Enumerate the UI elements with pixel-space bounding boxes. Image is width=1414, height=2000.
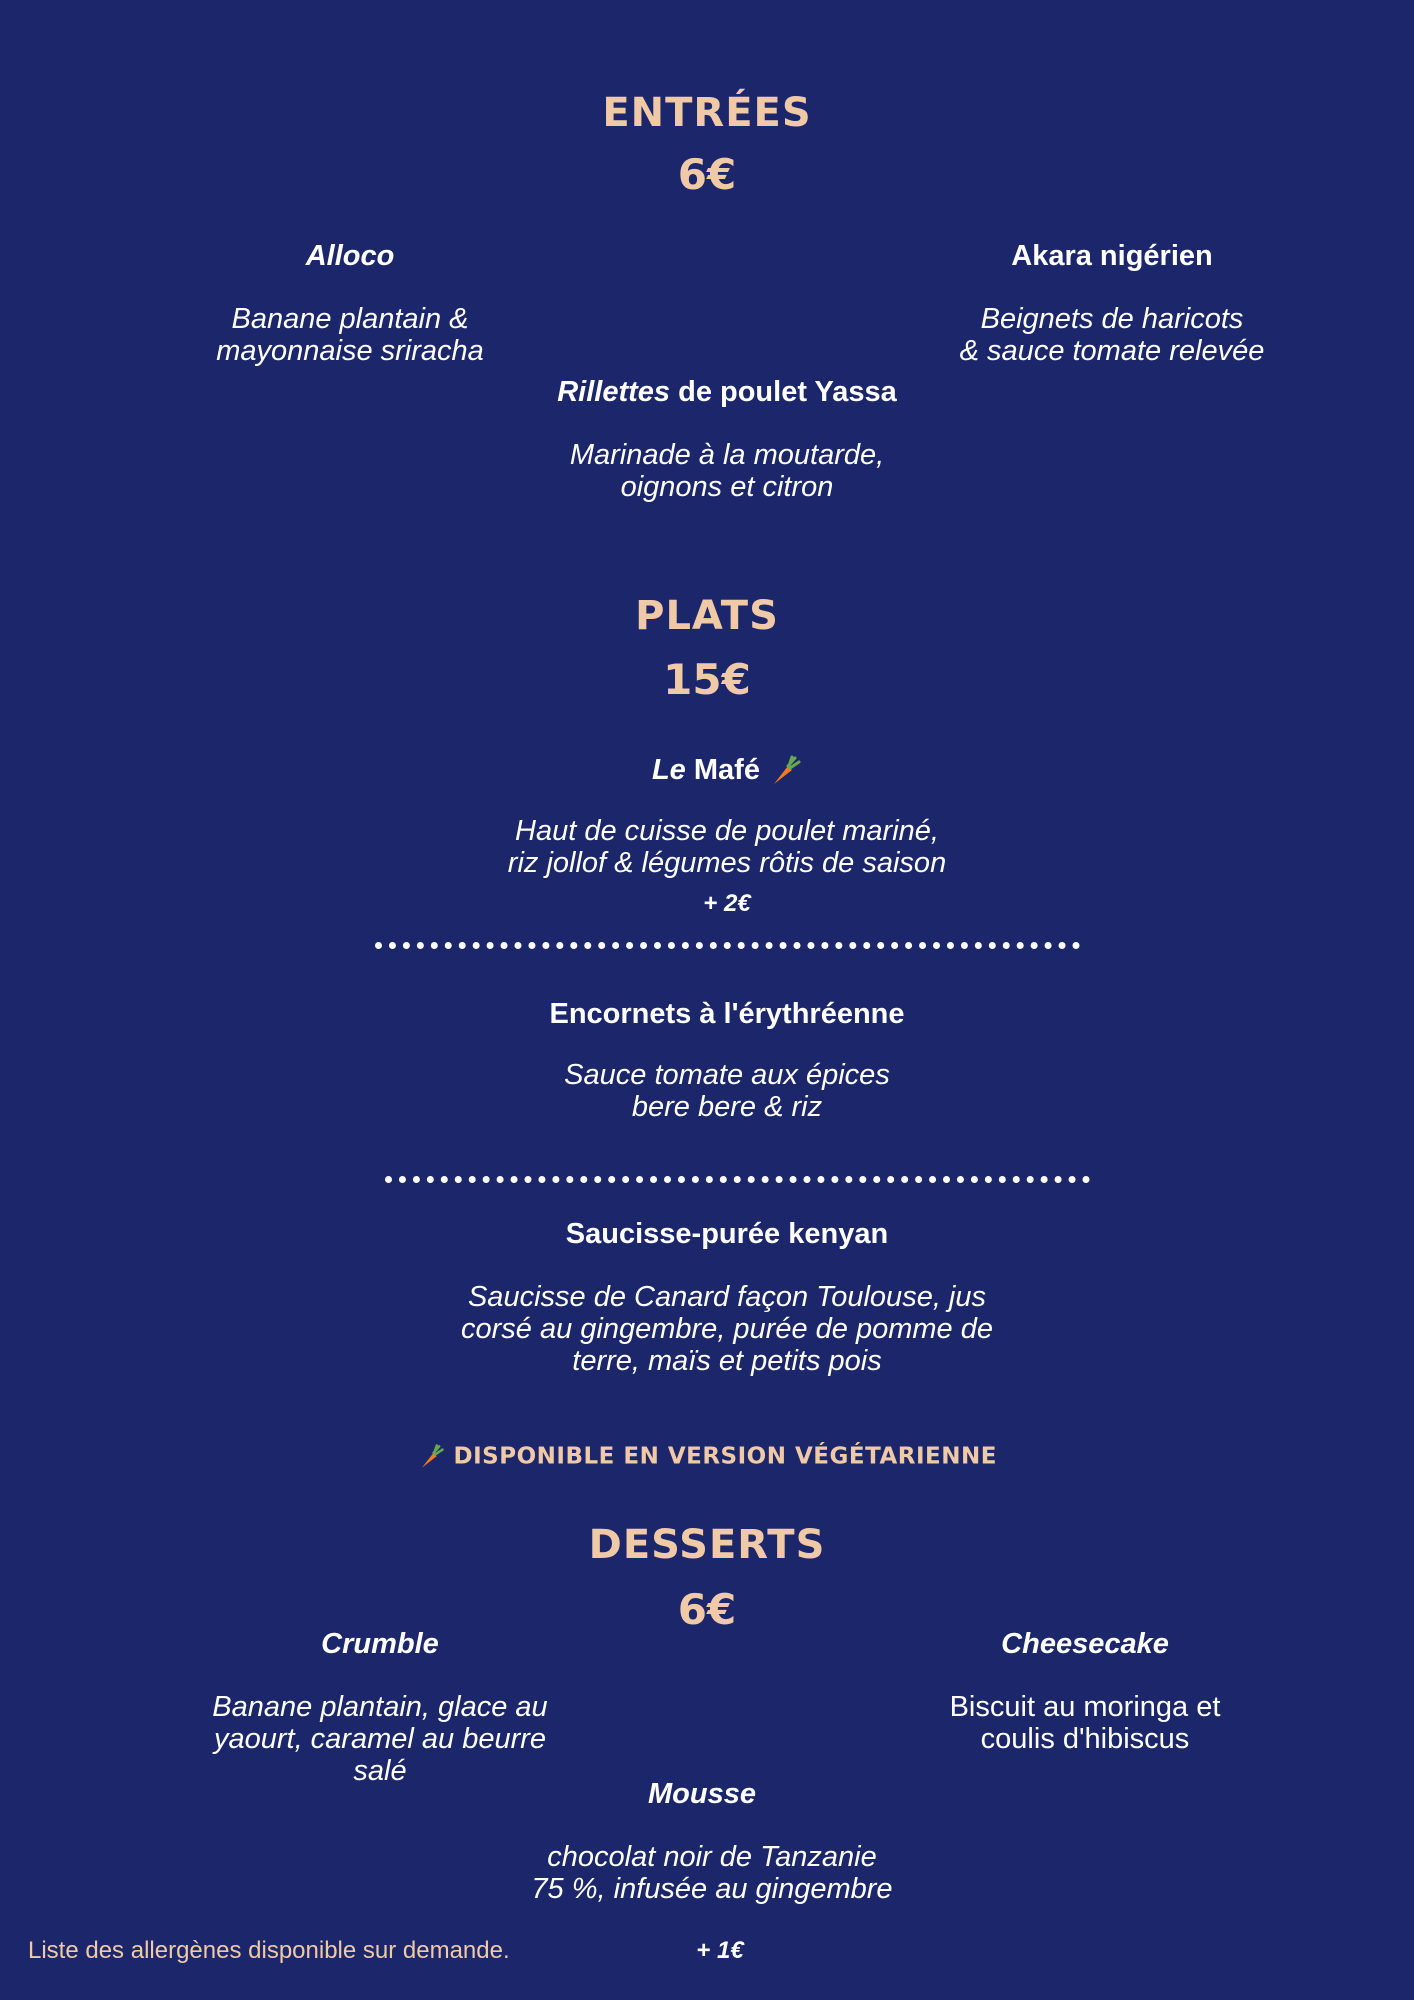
dish-desc-line: Biscuit au moringa et	[949, 1691, 1221, 1723]
dish-title-italic: Le	[651, 754, 686, 786]
dish-desc-line: bere bere & riz	[631, 1091, 823, 1123]
vegetarian-note	[0, 1443, 1414, 1471]
dish-desc-line: yaourt, caramel au beurre	[213, 1723, 547, 1755]
dessert-cheesecake	[885, 1628, 1285, 1755]
dish-title-rest: Mafé	[685, 754, 760, 786]
dish-desc-line: Sauce tomate aux épices	[564, 1059, 890, 1091]
dessert-crumble	[170, 1628, 590, 1787]
plat-saucisse	[407, 1218, 1047, 1377]
entree-rillettes	[477, 376, 977, 503]
dish-title-italic: Rillettes	[557, 376, 671, 408]
entrees-price: 6€	[677, 150, 737, 199]
dotted-divider	[385, 1176, 1090, 1183]
dish-title	[427, 754, 1027, 788]
plat-encornets	[427, 998, 1027, 1123]
dish-desc-line: chocolat noir de Tanzanie	[547, 1841, 877, 1873]
dish-title	[477, 376, 977, 409]
dish-title: Saucisse-purée kenyan	[565, 1218, 889, 1250]
entree-akara	[912, 240, 1312, 367]
entree-alloco	[150, 240, 550, 367]
desserts-price: 6€	[677, 1585, 737, 1634]
plats-heading: PLATS	[635, 593, 779, 639]
supplement-price: + 1€	[696, 1937, 744, 1964]
dish-desc-line: 75 %, infusée au gingembre	[531, 1873, 893, 1905]
dish-desc-line: Haut de cuisse de poulet mariné,	[515, 815, 939, 848]
dish-desc-line: mayonnaise sriracha	[216, 335, 484, 367]
dish-title: Encornets à l'érythréenne	[549, 998, 905, 1030]
dotted-divider	[375, 942, 1080, 949]
supplement-price: + 2€	[703, 890, 751, 918]
dish-desc-line: Banane plantain, glace au	[212, 1691, 548, 1723]
plats-price: 15€	[663, 655, 751, 704]
dish-title: Mousse	[648, 1778, 756, 1810]
dish-desc-line: coulis d'hibiscus	[980, 1723, 1190, 1755]
carrot-icon	[768, 754, 802, 788]
dish-desc-line: Marinade à la moutarde,	[569, 439, 885, 471]
dish-desc-line: salé	[353, 1755, 407, 1787]
dessert-mousse	[467, 1778, 957, 1905]
dish-desc-line: oignons et citron	[620, 471, 834, 503]
dish-title-rest: de poulet Yassa	[670, 376, 897, 408]
dish-desc-line: corsé au gingembre, purée de pomme de	[461, 1313, 993, 1345]
dish-title: Akara nigérien	[1011, 240, 1213, 272]
dish-desc-line: Saucisse de Canard façon Toulouse, jus	[467, 1281, 987, 1313]
dish-title: Cheesecake	[1001, 1628, 1169, 1660]
vegetarian-note-text: DISPONIBLE EN VERSION VÉGÉTARIENNE	[453, 1443, 997, 1470]
dish-desc-line: Beignets de haricots	[980, 303, 1244, 335]
dish-title: Crumble	[321, 1628, 439, 1660]
dish-title: Alloco	[305, 240, 395, 272]
dish-desc-line: riz jollof & légumes rôtis de saison	[507, 847, 947, 880]
desserts-heading: DESSERTS	[588, 1522, 826, 1568]
dish-desc-line: terre, maïs et petits pois	[572, 1345, 882, 1377]
allergens-note: Liste des allergènes disponible sur demande.	[28, 1937, 510, 1964]
dish-desc-line: Banane plantain &	[231, 303, 469, 335]
dish-desc-line: & sauce tomate relevée	[959, 335, 1265, 367]
plat-mafe	[427, 754, 1027, 918]
entrees-heading: ENTRÉES	[602, 90, 812, 136]
carrot-icon	[417, 1443, 445, 1471]
